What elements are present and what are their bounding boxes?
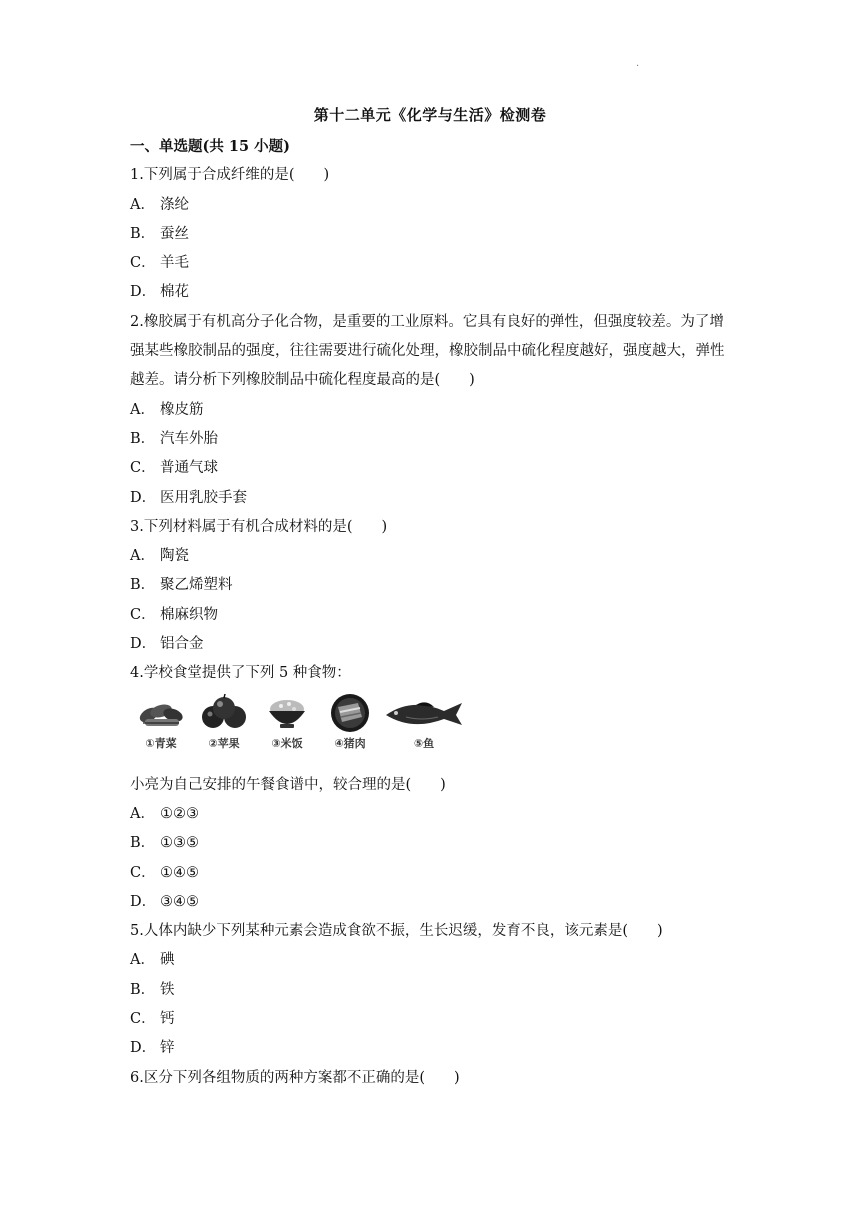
food-caption: ④猪肉 [334,736,366,750]
option-letter: D． [130,489,157,506]
section-heading: 一、单选题(共 15 小题) [130,138,290,155]
option-text: ①③⑤ [160,835,199,852]
option-letter: D． [130,1040,157,1057]
question-5-stem: 5.人体内缺少下列某种元素会造成食欲不振，生长迟缓，发育不良，该元素是( ) [130,923,663,940]
apple-icon [198,693,250,733]
question-4-stem: 4.学校食堂提供了下列 5 种食物： [130,665,351,682]
food-caption: ②苹果 [208,736,240,750]
option-text: 蚕丝 [160,225,189,242]
option-letter: B． [130,577,156,594]
food-fish [382,693,466,751]
food-caption: ⑤鱼 [413,736,435,750]
question-3-option-a [130,542,736,571]
question-3-option-d [130,630,736,659]
option-letter: B． [130,225,156,242]
option-letter: C． [130,1011,156,1028]
option-letter: B． [130,430,156,447]
question-2-option-c [130,454,736,483]
option-letter: D． [130,636,157,653]
question-4-option-d [130,888,736,917]
option-text: 普通气球 [160,460,218,477]
question-1-option-d [130,278,736,307]
option-text: 医用乳胶手套 [160,489,247,506]
question-1-option-a [130,191,736,220]
question-4-option-c [130,859,736,888]
option-letter: C． [130,606,156,623]
question-5-option-b [130,976,736,1005]
fish-icon [382,693,466,733]
option-text: 聚乙烯塑料 [160,577,233,594]
option-letter: C． [130,864,156,881]
question-2-stem: 2.橡胶属于有机高分子化合物，是重要的工业原料。它具有良好的弹性，但强度较差。为了增强某些橡胶制品的强度，往往需要进行硫化处理，橡胶制品中硫化程度越好，强度越大，弹性越差。请分析下列橡胶制品中硫化程度最高的是( ) [130,313,725,389]
question-3-option-c [130,601,736,630]
food-image-strip [130,693,470,771]
option-letter: D． [130,284,157,301]
option-letter: A． [130,196,155,213]
option-letter: A． [130,952,155,969]
food-pork [319,693,381,751]
option-text: ①②③ [160,805,199,822]
option-letter: B． [130,835,156,852]
question-5-option-c [130,1005,736,1034]
question-2-option-a [130,396,736,425]
option-text: 碘 [160,952,175,969]
option-text: ③④⑤ [160,893,199,910]
page-title: 第十二单元《化学与生活》检测卷 [313,106,547,124]
option-text: 钙 [160,1011,175,1028]
rice-bowl-icon [261,693,313,733]
option-letter: A． [130,805,155,822]
corner-mark: . [636,58,640,69]
question-1-stem: 1.下列属于合成纤维的是( ) [130,167,330,184]
question-2-option-b [130,425,736,454]
food-apple [193,693,255,751]
option-letter: A． [130,401,155,418]
question-3-option-b [130,571,736,600]
option-text: 棉麻织物 [160,606,218,623]
option-text: 涤纶 [160,196,189,213]
option-letter: D． [130,893,157,910]
option-letter: C． [130,255,156,272]
option-text: 橡皮筋 [160,401,204,418]
vegetable-icon [135,693,187,733]
option-text: ①④⑤ [160,864,199,881]
question-4-option-b [130,829,736,858]
question-5-option-a [130,946,736,975]
question-3-stem: 3.下列材料属于有机合成材料的是( ) [130,518,388,535]
option-letter: C． [130,460,156,477]
option-text: 铁 [160,981,175,998]
question-4-option-a [130,800,736,829]
option-text: 羊毛 [160,255,189,272]
question-1-option-c [130,249,736,278]
option-text: 铝合金 [160,636,204,653]
question-1-option-b [130,220,736,249]
food-rice [256,693,318,751]
question-list [130,132,736,1093]
option-text: 陶瓷 [160,548,189,565]
food-vegetable [130,693,192,751]
food-caption: ①青菜 [145,736,177,750]
option-letter: A． [130,548,155,565]
option-text: 棉花 [160,284,189,301]
food-caption: ③米饭 [271,736,303,750]
question-5-option-d [130,1034,736,1063]
question-2-option-d [130,484,736,513]
option-text: 锌 [160,1040,175,1057]
option-text: 汽车外胎 [160,430,218,447]
question-6-stem: 6.区分下列各组物质的两种方案都不正确的是( ) [130,1069,460,1086]
option-letter: B． [130,981,156,998]
pork-plate-icon [324,693,376,733]
question-4-prompt: 小亮为自己安排的午餐食谱中，较合理的是( ) [130,776,446,793]
